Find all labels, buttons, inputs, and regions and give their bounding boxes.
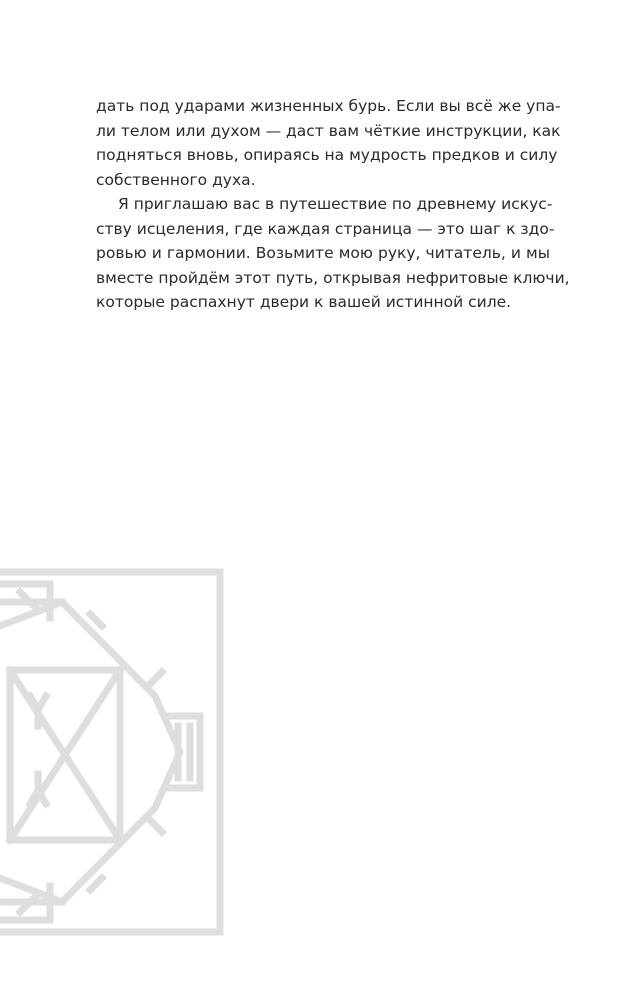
text-line: ровью и гармонии. Возьмите мою руку, читатель, и мы (96, 244, 550, 262)
text-line: ству исцеления, где каждая страница — это шаг к здо- (96, 219, 555, 238)
body-text (96, 94, 570, 315)
paragraph-2 (96, 192, 570, 315)
rune-ornament-icon (0, 566, 228, 938)
text-line: подняться вновь, опираясь на мудрость предков и силу (96, 146, 558, 164)
text-line: Я приглашаю вас в путешествие по древнему искус- (118, 195, 553, 213)
text-line: дать под ударами жизненных бурь. Если вы всё же упа- (96, 97, 561, 115)
text-line: собственного духа. (96, 170, 256, 189)
paragraph-1 (96, 94, 561, 192)
text-line: вместе пройдём этот путь, открывая нефритовые ключи, (96, 268, 570, 287)
text-line: которые распахнут двери к вашей истинной силе. (96, 293, 512, 311)
text-line: ли телом или духом — даст вам чёткие инструкции, как (96, 121, 561, 140)
